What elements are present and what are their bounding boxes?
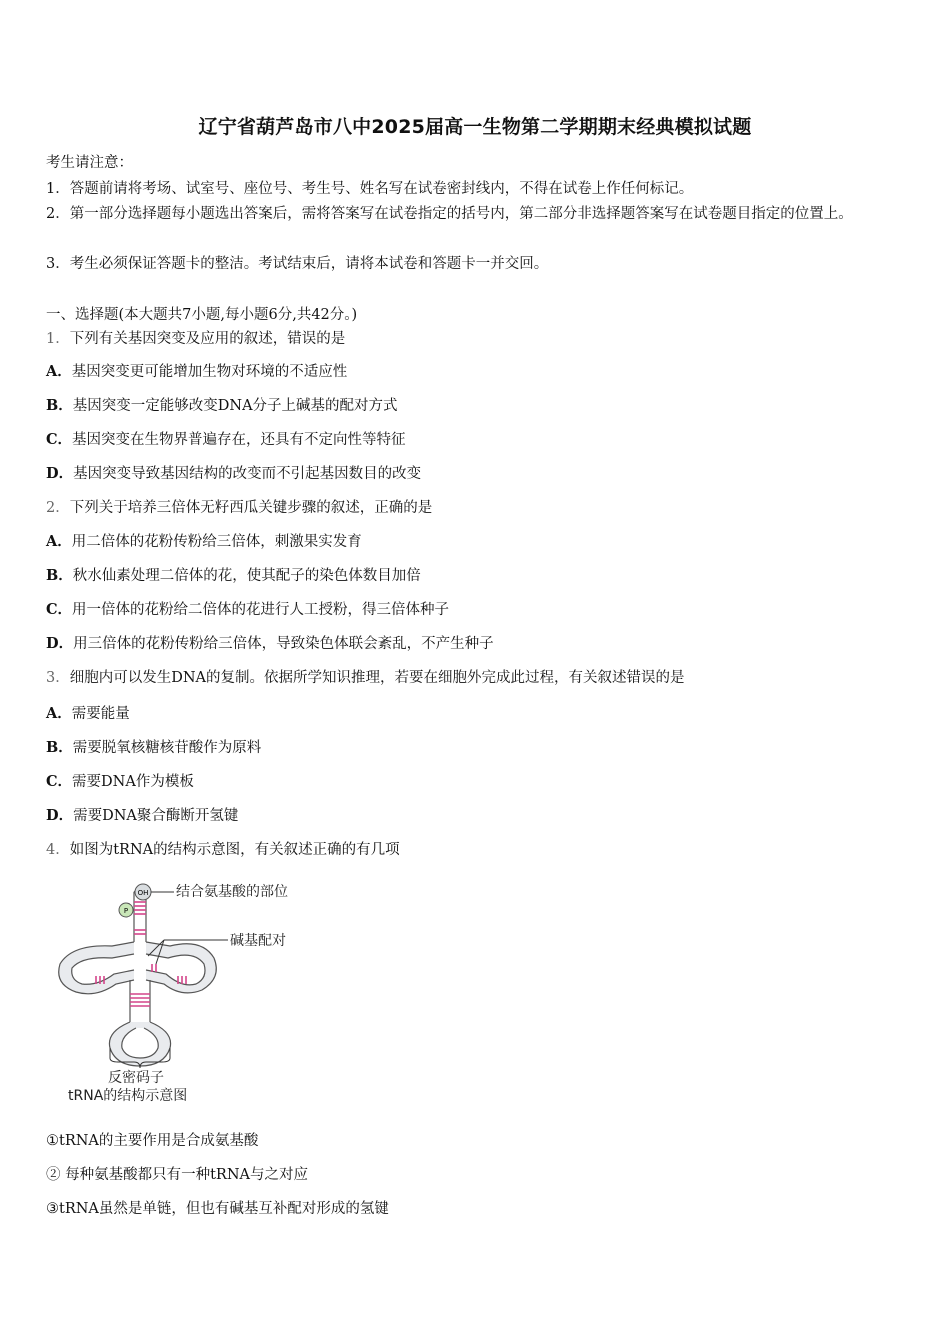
option-item <box>46 393 910 419</box>
option-label: B． <box>46 567 73 584</box>
option-item <box>46 769 910 795</box>
option-text: 需要DNA作为模板 <box>72 774 194 790</box>
figure-caption: tRNA的结构示意图 <box>68 1088 188 1104</box>
option-label: A． <box>46 705 72 722</box>
p-label: P <box>123 907 129 915</box>
anticodon-stem <box>130 980 150 1022</box>
option-label: A． <box>46 533 72 550</box>
option-text: 秋水仙素处理二倍体的花，使其配子的染色体数目加倍 <box>72 568 421 584</box>
option-label: C． <box>46 601 73 618</box>
option-text: 需要脱氧核糖核苷酸作为原料 <box>72 740 262 756</box>
question-text: 细胞内可以发生DNA的复制。依据所学知识推理，若要在细胞外完成此过程，有关叙述错误的是 <box>69 670 685 686</box>
notice-item: 1．答题前请将考场、试室号、座位号、考生号、姓名写在试卷密封线内，不得在试卷上作任何标记。 <box>46 181 694 197</box>
option-label: C． <box>46 773 73 790</box>
question-number: 1． <box>46 331 70 347</box>
question-text: 下列有关基因突变及应用的叙述，错误的是 <box>69 331 346 347</box>
page-title: 辽宁省葫芦岛市八中2025届高一生物第二学期期末经典模拟试题 <box>198 116 752 138</box>
option-item <box>46 631 910 657</box>
option-text: 需要DNA聚合酶断开氢键 <box>73 808 239 824</box>
label-anticodon: 反密码子 <box>108 1070 164 1086</box>
option-text: 基因突变一定能够改变DNA分子上碱基的配对方式 <box>72 398 398 414</box>
option-text: 基因突变在生物界普遍存在，还具有不定向性等特征 <box>72 432 406 448</box>
notice-item: 2．第一部分选择题每小题选出答案后，需将答案写在试卷指定的括号内，第二部分非选择题答案写在试卷题目指定的位置上。 <box>46 206 853 222</box>
option-item <box>46 461 910 487</box>
option-item <box>46 597 910 623</box>
option-label: D． <box>46 635 74 652</box>
question-number: 4． <box>46 842 70 858</box>
option-item <box>46 803 910 829</box>
trna-diagram <box>52 872 322 1107</box>
option-text: 用一倍体的花粉给二倍体的花进行人工授粉，得三倍体种子 <box>72 602 450 618</box>
option-item <box>46 701 910 727</box>
option-item <box>46 563 910 589</box>
option-item <box>46 359 910 385</box>
label-base-pairing: 碱基配对 <box>230 933 286 949</box>
option-item <box>46 427 910 453</box>
option-label: C． <box>46 431 73 448</box>
notice-heading: 考生请注意： <box>46 155 133 171</box>
option-label: D． <box>46 465 74 482</box>
oh-label: OH <box>137 889 149 897</box>
label-amino-site: 结合氨基酸的部位 <box>176 884 288 900</box>
option-text: 需要能量 <box>71 706 130 722</box>
option-item <box>46 735 910 761</box>
question-stem <box>46 326 910 352</box>
option-text: 用二倍体的花粉传粉给三倍体，刺激果实发育 <box>71 534 362 550</box>
notice-item: 3．考生必须保证答题卡的整洁。考试结束后，请将本试卷和答题卡一并交回。 <box>46 256 549 272</box>
statement-item: ③tRNA虽然是单链，但也有碱基互补配对形成的氢键 <box>46 1201 389 1217</box>
statement-item: ①tRNA的主要作用是合成氨基酸 <box>46 1133 259 1149</box>
option-text: 用三倍体的花粉传粉给三倍体，导致染色体联会紊乱，不产生种子 <box>73 636 494 652</box>
question-text: 如图为tRNA的结构示意图，有关叙述正确的有几项 <box>69 842 400 858</box>
question-stem <box>46 665 910 691</box>
statement-item: ② 每种氨基酸都只有一种tRNA与之对应 <box>46 1167 309 1183</box>
question-stem <box>46 837 910 863</box>
option-label: A． <box>46 363 72 380</box>
question-number: 2． <box>46 500 70 516</box>
option-text: 基因突变更可能增加生物对环境的不适应性 <box>71 364 348 380</box>
option-item <box>46 529 910 555</box>
question-text: 下列关于培养三倍体无籽西瓜关键步骤的叙述，正确的是 <box>69 500 433 516</box>
option-text: 基因突变导致基因结构的改变而不引起基因数目的改变 <box>73 466 422 482</box>
question-number: 3． <box>46 670 70 686</box>
option-label: B． <box>46 739 73 756</box>
question-stem <box>46 495 910 521</box>
section-heading: 一、选择题(本大题共7小题,每小题6分,共42分。) <box>46 307 358 323</box>
option-label: B． <box>46 397 73 414</box>
option-label: D． <box>46 807 74 824</box>
